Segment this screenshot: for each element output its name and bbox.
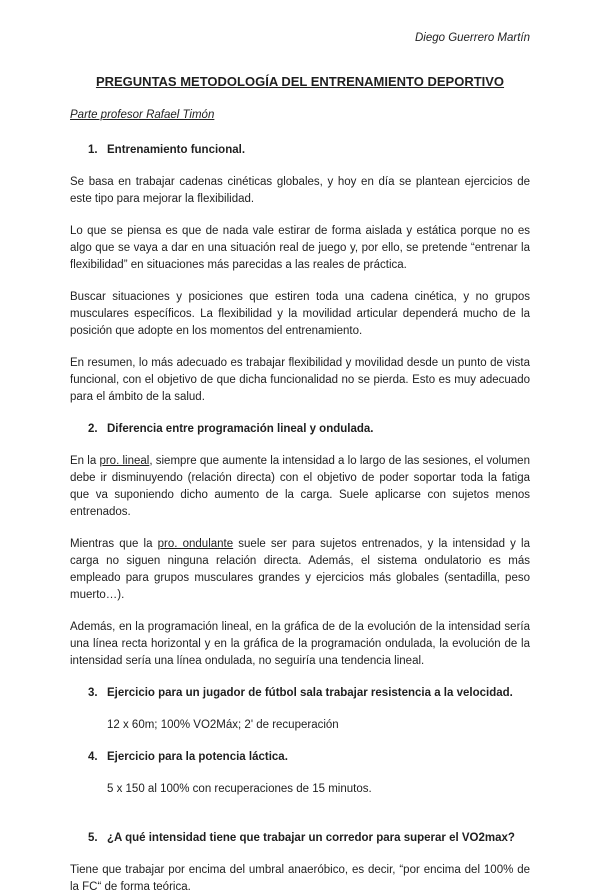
exercise-line [107,781,530,798]
paragraph [70,174,530,208]
document-body [70,142,530,896]
underlined-term: pro. ondulante [157,538,234,550]
section-heading [70,830,530,847]
section-heading [70,685,530,702]
underlined-term: pro. lineal [99,455,150,467]
section-heading [70,142,530,159]
text-segment: 5 x 150 al 100% con recuperaciones de 15 minutos. [107,783,372,795]
paragraph [70,453,530,521]
paragraph [70,223,530,274]
paragraph [70,536,530,604]
text-segment: En resumen, lo más adecuado es trabajar flexibilidad y movilidad desde un punto de vista funcional, con el objetivo de que dicha funcionalidad no se pierda. Esto es muy adecuado para el ámbito de la salud. [70,357,530,403]
text-segment: En la [70,455,100,467]
list-number: 1. [88,144,98,156]
exercise-line [107,717,530,734]
text-segment: Tiene que trabajar por encima del umbral anaeróbico, es decir, “por encima del 100% de la FC“ de forma teórica. [70,864,530,893]
document-title: PREGUNTAS METODOLOGÍA DEL ENTRENAMIENTO DEPORTIVO [95,74,505,89]
document-subtitle: Parte profesor Rafael Timón [70,109,215,121]
paragraph [70,862,530,896]
text-segment: Además, en la programación lineal, en la gráfica de de la evolución de la intensidad sería una línea recta horizontal y en la gráfica de la programación ondulada, la evolución de la intensidad sería una línea ondulada, no seguiría una tendencia lineal. [70,621,530,667]
text-segment: Se basa en trabajar cadenas cinéticas globales, y hoy en día se plantean ejercicios de este tipo para mejorar la flexibilidad. [70,176,530,205]
section-heading-text: Ejercicio para la potencia láctica. [107,751,288,763]
text-segment: 12 x 60m; 100% VO2Máx; 2' de recuperación [107,719,339,731]
list-number: 5. [88,832,98,844]
text-segment: Mientras que la [70,538,158,550]
paragraph [70,619,530,670]
author-name: Diego Guerrero Martín [414,32,530,44]
text-segment: Buscar situaciones y posiciones que estiren toda una cadena cinética, y no grupos musculares específicos. La flexibilidad y la movilidad articular dependerá mucho de la posición que adopte en los momentos del entrenamiento. [70,291,530,337]
section-heading [70,421,530,438]
section-heading-text: ¿A qué intensidad tiene que trabajar un corredor para superar el VO2max? [107,832,515,844]
text-segment: suele ser para sujetos entrenados, y la intensidad y la carga no siguen ninguna relación directa. Además, el sistema ondulatorio es más empleado para grupos musculares grandes y ejercicios más globales (sentadilla, peso muerto…). [70,538,530,601]
section-heading-text: Diferencia entre programación lineal y ondulada. [107,423,374,435]
text-segment: Lo que se piensa es que de nada vale estirar de forma aislada y estática porque no es algo que se vaya a dar en una situación real de juego y, por ello, se pretende “entrenar la flexibilidad” en situaciones más parecidas a las reales de práctica. [70,225,530,271]
list-number: 2. [88,423,98,435]
paragraph [70,355,530,406]
paragraph [70,289,530,340]
text-segment: , siempre que aumente la intensidad a lo largo de las sesiones, el volumen debe ir disminuyendo (relación directa) con el objetivo de poder soportar toda la fatiga que va suponiendo dicho aumento de la carga. Suele aplicarse con sujetos menos entrenados. [70,455,530,518]
section-heading-text: Entrenamiento funcional. [107,144,246,156]
section-heading [70,749,530,766]
list-number: 3. [88,687,98,699]
list-number: 4. [88,751,98,763]
section-heading-text: Ejercicio para un jugador de fútbol sala trabajar resistencia a la velocidad. [107,687,513,699]
